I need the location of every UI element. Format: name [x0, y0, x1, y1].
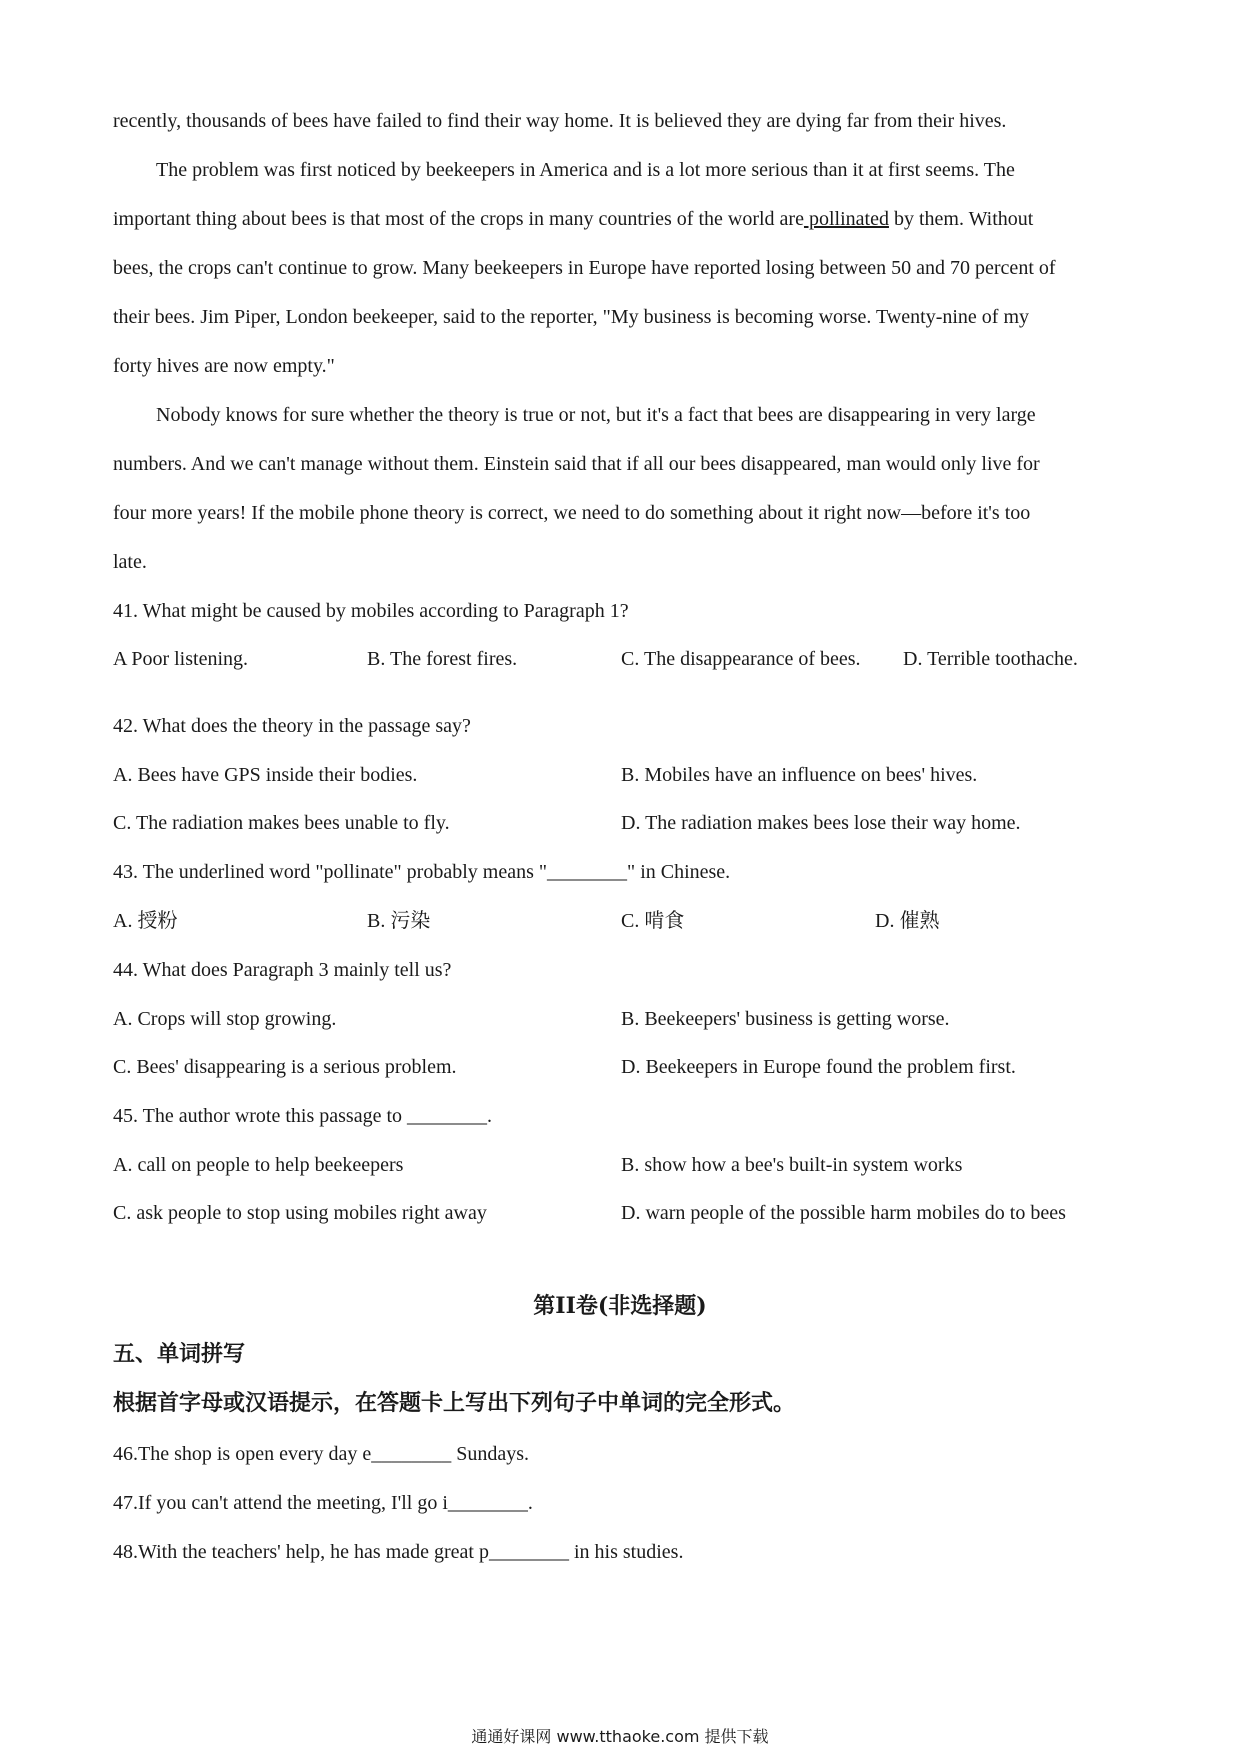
passage-line: forty hives are now empty." [113, 355, 335, 377]
passage-line: bees, the crops can't continue to grow. Many beekeepers in Europe have reported losing between 50 and 70 percent of [113, 257, 1056, 279]
part-title: 第II卷(非选择题) [533, 1293, 707, 1319]
option-b: B. The forest fires. [367, 648, 518, 670]
option-c: C. Bees' disappearing is a serious problem. [113, 1056, 457, 1078]
option-a: A. Bees have GPS inside their bodies. [113, 764, 418, 786]
option-d: D. warn people of the possible harm mobiles do to bees [621, 1202, 1066, 1224]
section-heading: 五、单词拼写 [113, 1342, 246, 1367]
option-a: A. call on people to help beekeepers [113, 1154, 404, 1176]
underlined-word: pollinated [803, 208, 889, 230]
option-a: A. 授粉 [113, 910, 178, 932]
spelling-item: 47.If you can't attend the meeting, I'll go i________. [113, 1492, 533, 1514]
question-stem: 43. The underlined word "pollinate" probably means "________" in Chinese. [113, 861, 731, 883]
option-d: D. Beekeepers in Europe found the problem first. [621, 1056, 1016, 1078]
passage-text: by them. Without [888, 208, 1034, 230]
spelling-item: 48.With the teachers' help, he has made great p________ in his studies. [113, 1541, 684, 1563]
question-stem: 45. The author wrote this passage to ________. [113, 1105, 493, 1127]
question-stem: 44. What does Paragraph 3 mainly tell us? [113, 959, 452, 981]
passage-line: recently, thousands of bees have failed to find their way home. It is believed they are dying far from their hives. [113, 110, 1007, 132]
question-stem: 42. What does the theory in the passage say? [113, 715, 471, 737]
option-a: A. Crops will stop growing. [113, 1008, 337, 1030]
option-c: C. The disappearance of bees. [621, 648, 861, 670]
question-stem: 41. What might be caused by mobiles according to Paragraph 1? [113, 600, 629, 622]
spelling-item: 46.The shop is open every day e________ Sundays. [113, 1443, 530, 1465]
passage-line: The problem was first noticed by beekeepers in America and is a lot more serious than it at first seems. The [156, 159, 1015, 181]
passage-line: late. [113, 551, 147, 573]
passage-text: important thing about bees is that most of the crops in many countries of the world are [113, 208, 804, 230]
page-footer: 通通好课网 www.tthaoke.com 提供下载 [471, 1727, 769, 1746]
option-d: D. Terrible toothache. [903, 648, 1078, 670]
option-b: B. Beekeepers' business is getting worse. [621, 1008, 950, 1030]
option-c: C. The radiation makes bees unable to fly. [113, 812, 450, 834]
option-d: D. 催熟 [875, 910, 940, 932]
passage-line: Nobody knows for sure whether the theory is true or not, but it's a fact that bees are disappearing in very large [156, 404, 1036, 426]
option-c: C. ask people to stop using mobiles right away [113, 1202, 487, 1224]
passage-line: their bees. Jim Piper, London beekeeper, said to the reporter, "My business is becoming worse. Twenty-nine of my [113, 306, 1030, 328]
option-a: A Poor listening. [113, 648, 249, 670]
passage-line [113, 206, 1033, 232]
option-b: B. show how a bee's built-in system works [621, 1154, 963, 1176]
passage-line: numbers. And we can't manage without them. Einstein said that if all our bees disappeared, man would only live for [113, 453, 1040, 475]
option-b: B. 污染 [367, 910, 431, 932]
option-b: B. Mobiles have an influence on bees' hives. [621, 764, 978, 786]
option-c: C. 啃食 [621, 910, 685, 932]
passage-line: four more years! If the mobile phone theory is correct, we need to do something about it right now—before it's too [113, 502, 1031, 524]
section-instruction: 根据首字母或汉语提示，在答题卡上写出下列句子中单词的完全形式。 [113, 1391, 796, 1416]
option-d: D. The radiation makes bees lose their way home. [621, 812, 1021, 834]
